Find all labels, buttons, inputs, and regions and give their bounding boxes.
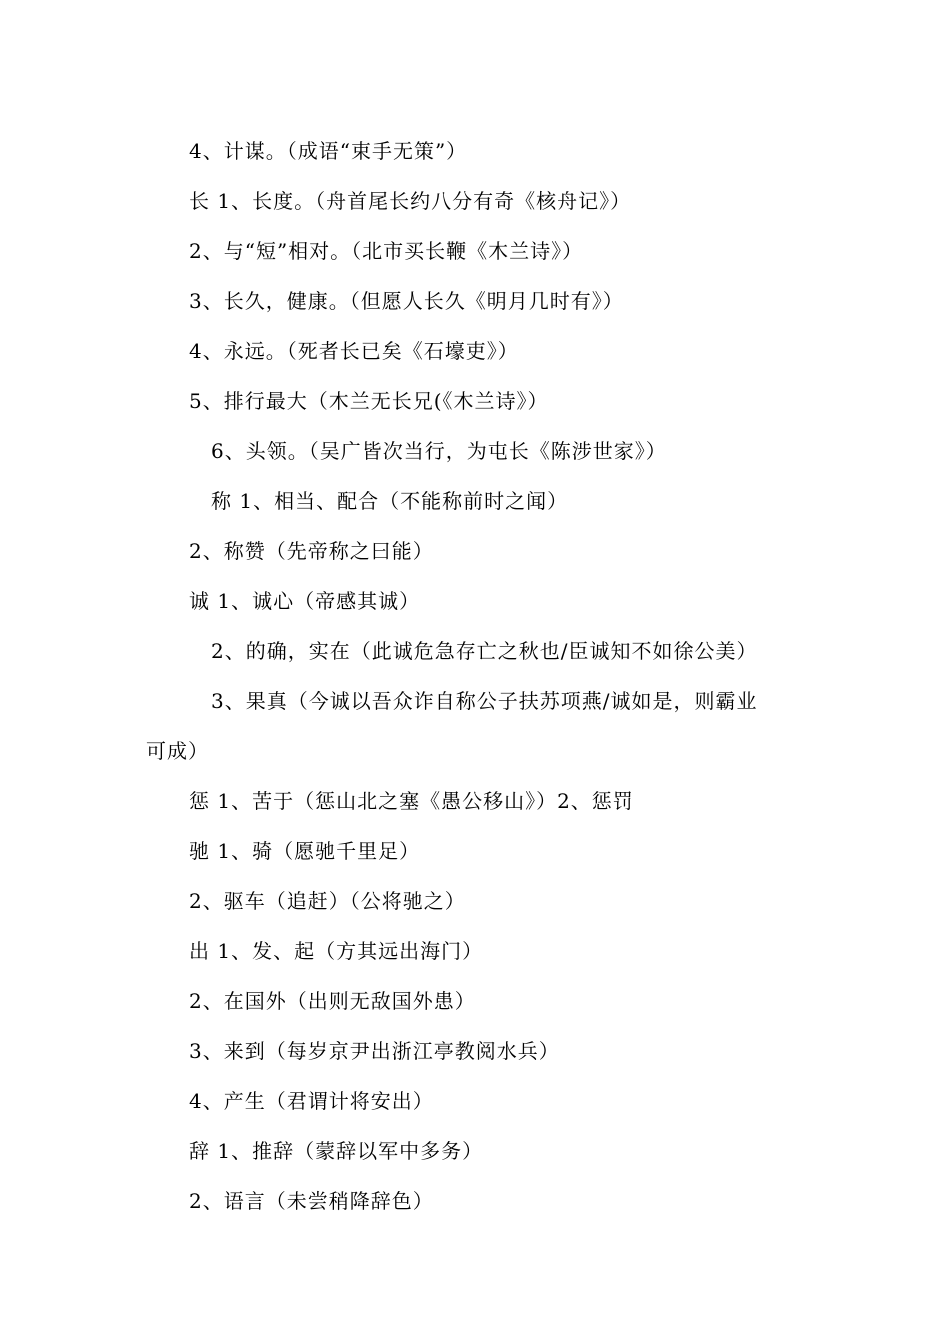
- text-line: 6、头领。（吴广皆次当行，为屯长《陈涉世家》）: [211, 439, 667, 463]
- text-line: 长 1、长度。（舟首尾长约八分有奇《核舟记》）: [189, 189, 632, 213]
- text-line: 3、长久，健康。（但愿人长久《明月几时有》）: [189, 289, 624, 313]
- text-line: 惩 1、苦于（惩山北之塞《愚公移山》）2、惩罚: [189, 789, 634, 813]
- text-line: 2、在国外（出则无敌国外患）: [189, 989, 476, 1013]
- text-line: 2、称赞（先帝称之曰能）: [189, 539, 434, 563]
- text-line: 3、果真（今诚以吾众诈自称公子扶苏项燕/诚如是，则霸业: [211, 689, 758, 713]
- text-line: 出 1、发、起（方其远出海门）: [189, 939, 484, 963]
- text-line: 4、永远。（死者长已矣《石壕吏》）: [189, 339, 519, 363]
- text-line: 2、的确，实在（此诚危急存亡之秋也/臣诚知不如徐公美）: [211, 639, 758, 663]
- text-line: 2、语言（未尝稍降辞色）: [189, 1189, 434, 1213]
- text-line: 可成）: [146, 739, 209, 763]
- text-line: 驰 1、骑（愿驰千里足）: [189, 839, 421, 863]
- text-line: 2、与“短”相对。（北市买长鞭《木兰诗》）: [189, 239, 584, 263]
- text-line: 4、计谋。（成语“束手无策”）: [189, 139, 468, 163]
- text-line: 称 1、相当、配合（不能称前时之闻）: [211, 489, 569, 513]
- text-line: 3、来到（每岁京尹出浙江亭教阅水兵）: [189, 1039, 560, 1063]
- text-line: 2、驱车（追赶）（公将驰之）: [189, 889, 466, 913]
- text-line: 辞 1、推辞（蒙辞以军中多务）: [189, 1139, 484, 1163]
- text-line: 4、产生（君谓计将安出）: [189, 1089, 434, 1113]
- text-line: 诚 1、诚心（帝感其诚）: [189, 589, 421, 613]
- text-line: 5、排行最大（木兰无长兄(《木兰诗》）: [189, 389, 549, 413]
